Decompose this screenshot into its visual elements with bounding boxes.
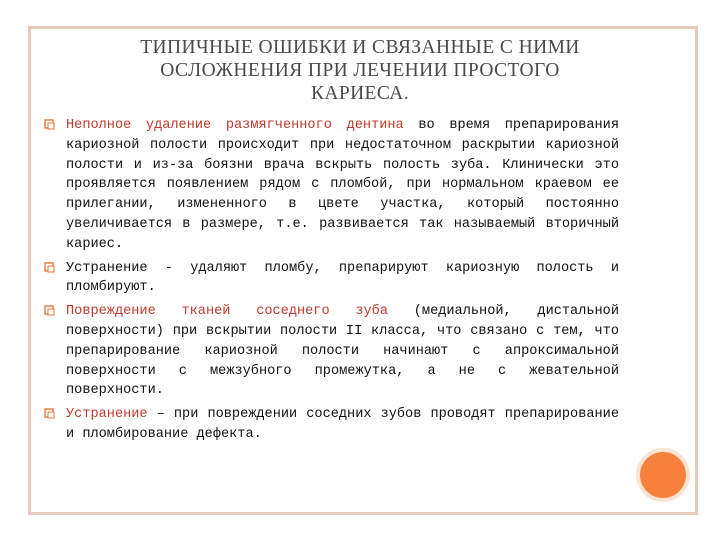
list-item-highlight: Повреждение тканей соседнего зуба [66,304,389,320]
list-item-text [66,302,619,401]
bullet-list [44,116,619,449]
frame-divider [28,512,695,515]
list-item-text [66,405,619,445]
list-item-text [66,259,619,299]
list-item-highlight: Устранение [66,407,148,423]
orange-circle-decoration [640,452,686,498]
checkbox-bullet-icon [44,119,55,130]
title-line-1: ТИПИЧНЫЕ ОШИБКИ И СВЯЗАННЫЕ С НИМИ [140,37,580,58]
list-item-body: (медиальной, дистальной поверхности) при вскрытии полости II класса, что связано с тем, что препарирование кариозной полости начинают с апроксимальной поверхности с межзубного промежутка, а не с жевательной поверхности. [66,304,619,399]
checkbox-bullet-icon [44,408,55,419]
list-item-highlight: Неполное удаление размягченного дентина [66,118,404,133]
list-item-body: во время препарирования кариозной полости происходит при недостаточном раскрытии кариозной полости и из-за боязни врача вскрыть полость зуба. Клинически это проявляется появлением рядом с пломбой, при нормальном краевом ее прилегании, измененного в цвете участка, который постоянно увеличивается в размере, т.е. развивается так называемый вторичный кариес. [66,118,619,252]
list-item [44,259,619,299]
checkbox-bullet-icon [44,305,55,316]
list-item [44,116,619,255]
list-item-body: Устранение - удаляют пломбу, препарируют кариозную полость и пломбируют. [66,260,619,296]
title-line-2: ОСЛОЖНЕНИЯ ПРИ ЛЕЧЕНИИ ПРОСТОГО [160,60,560,81]
list-item [44,302,619,401]
list-item-body: – при повреждении соседних зубов проводят препарирование и пломбирование дефекта. [66,407,619,442]
checkbox-bullet-icon [44,262,55,273]
slide-title [40,36,680,105]
title-line-3: КАРИЕСА. [310,83,410,104]
list-item [44,405,619,445]
list-item-text [66,116,619,255]
